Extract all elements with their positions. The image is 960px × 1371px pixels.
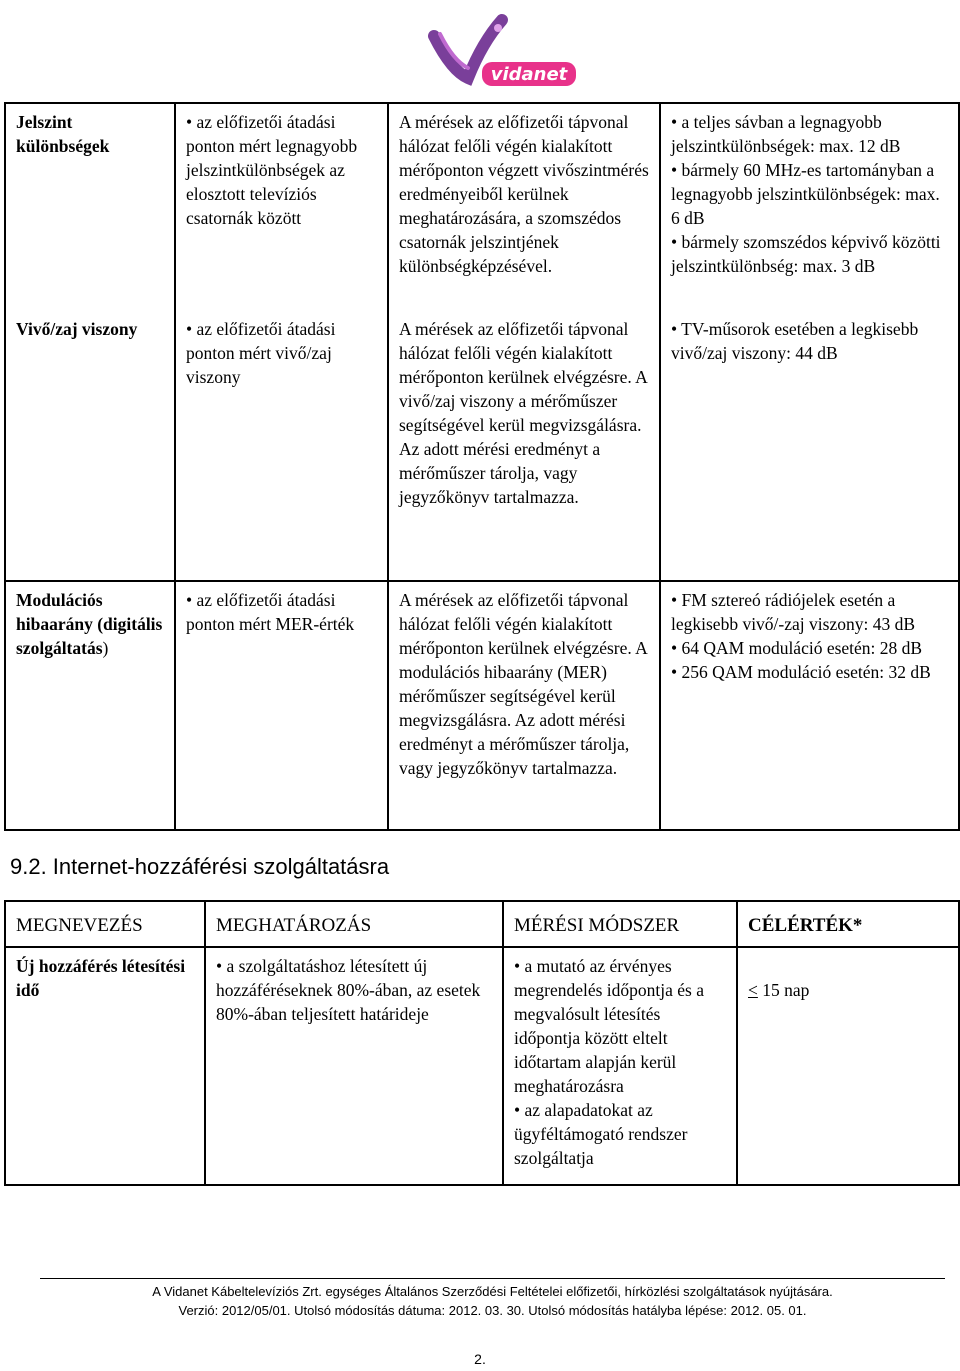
target-value: 15 nap (757, 980, 810, 1000)
row-carrier-noise (5, 317, 175, 581)
section-heading: 9.2. Internet-hozzáférési szolgáltatásra (10, 854, 390, 879)
row-mer (5, 581, 175, 830)
row-method: A mérések az előfizetői tápvonal hálózat felőli végén kialakított mérőponton kerülnek elvégzésre. A modulációs hibaarány (MER) mérőműszer segítségével kerül megvizsgálásra. Az adott mérési eredményt a mérőműszer tárolja, vagy jegyzőkönyv tartalmazza. (399, 590, 647, 778)
footer-line: Verzió: 2012/05/01. Utolsó módosítás dátuma: 2012. 03. 30. Utolsó módosítás hatályba lépése: 2012. 05. 01. (178, 1303, 807, 1318)
logo-text: vidanet (490, 64, 568, 85)
row-method: A mérések az előfizetői tápvonal hálózat felőli végén kialakított mérőponton kerülnek elvégzésre. A vivő/zaj viszony a mérőműszer segítségével kerül megvizsgálásra. Az adott mérési eredményt a mérőműszer tárolja, vagy jegyzőkönyv tartalmazza. (399, 319, 647, 507)
row-level-diff (5, 103, 175, 317)
row-definition: • az előfizetői átadási ponton mért MER-érték (186, 590, 355, 634)
target-item: • FM sztereó rádiójelek esetén a legkisebb vivő/-zaj viszony: 43 dB (671, 590, 915, 634)
target-item: • 256 QAM moduláció esetén: 32 dB (671, 662, 931, 682)
row-target (738, 948, 958, 1002)
footer-line: A Vidanet Kábeltelevíziós Zrt. egységes Általános Szerződési Feltételei előfizetői, hírközlési szolgáltatások nyújtására. (152, 1284, 833, 1299)
row-definition: • az előfizetői átadási ponton mért vivő/zaj viszony (186, 319, 336, 387)
page-number: 2. (474, 1351, 486, 1367)
target-item: • bármely szomszédos képvivő közötti jelszintkülönbség: max. 3 dB (671, 232, 941, 276)
header-target: CÉLÉRTÉK* (748, 915, 863, 936)
method-item: • az alapadatokat az ügyféltámogató rendszer szolgáltatja (514, 1100, 688, 1168)
row-target (661, 104, 958, 278)
target-symbol: < (748, 980, 758, 1000)
vidanet-logo-graphic (428, 8, 580, 88)
row-name: Vivő/zaj viszony (16, 319, 138, 339)
row-name: Jelszint különbségek (16, 112, 110, 156)
row-name-tail: ) (102, 638, 109, 658)
header-definition: MEGHATÁROZÁS (216, 915, 372, 936)
quality-table-internet (4, 900, 960, 1186)
target-item: • a teljes sávban a legnagyobb jelszintkülönbségek: max. 12 dB (671, 112, 901, 156)
row-definition: • az előfizetői átadási ponton mért legnagyobb jelszintkülönbségek az elosztott televíziós csatornák között (186, 112, 358, 228)
quality-table-tv (4, 102, 960, 831)
method-item: • a mutató az érvényes megrendelés időpontja és a megvalósult létesítés időpontja között eltelt időtartam alapján kerül meghatározásra (514, 956, 705, 1096)
row-method: A mérések az előfizetői tápvonal hálózat felőli végén kialakított mérőponton végzett vivőszintmérés eredményeiből kerülnek meghatározására, a szomszédos csatornák jelszintjének különbségképzésével. (399, 112, 649, 276)
row-method (504, 948, 736, 1170)
header-method: MÉRÉSI MÓDSZER (514, 915, 680, 936)
row-name-bold: Modulációs hibaarány (digitális szolgáltatás (16, 590, 163, 658)
row-name: Új hozzáférés létesítési idő (16, 956, 186, 1000)
page-footer (40, 1278, 945, 1320)
row-definition: • a szolgáltatáshoz létesített új hozzáféréseknek 80%-ában, az esetek 80%-ában teljesített határideje (216, 956, 481, 1024)
row-target (661, 582, 958, 684)
header-name: MEGNEVEZÉS (16, 915, 143, 936)
row-name (6, 582, 174, 660)
vidanet-logo (428, 8, 580, 88)
target-item: • bármely 60 MHz-es tartományban a legnagyobb jelszintkülönbségek: max. 6 dB (671, 160, 940, 228)
row-target: • TV-műsorok esetében a legkisebb vivő/zaj viszony: 44 dB (671, 319, 919, 363)
target-item: • 64 QAM moduláció esetén: 28 dB (671, 638, 923, 658)
